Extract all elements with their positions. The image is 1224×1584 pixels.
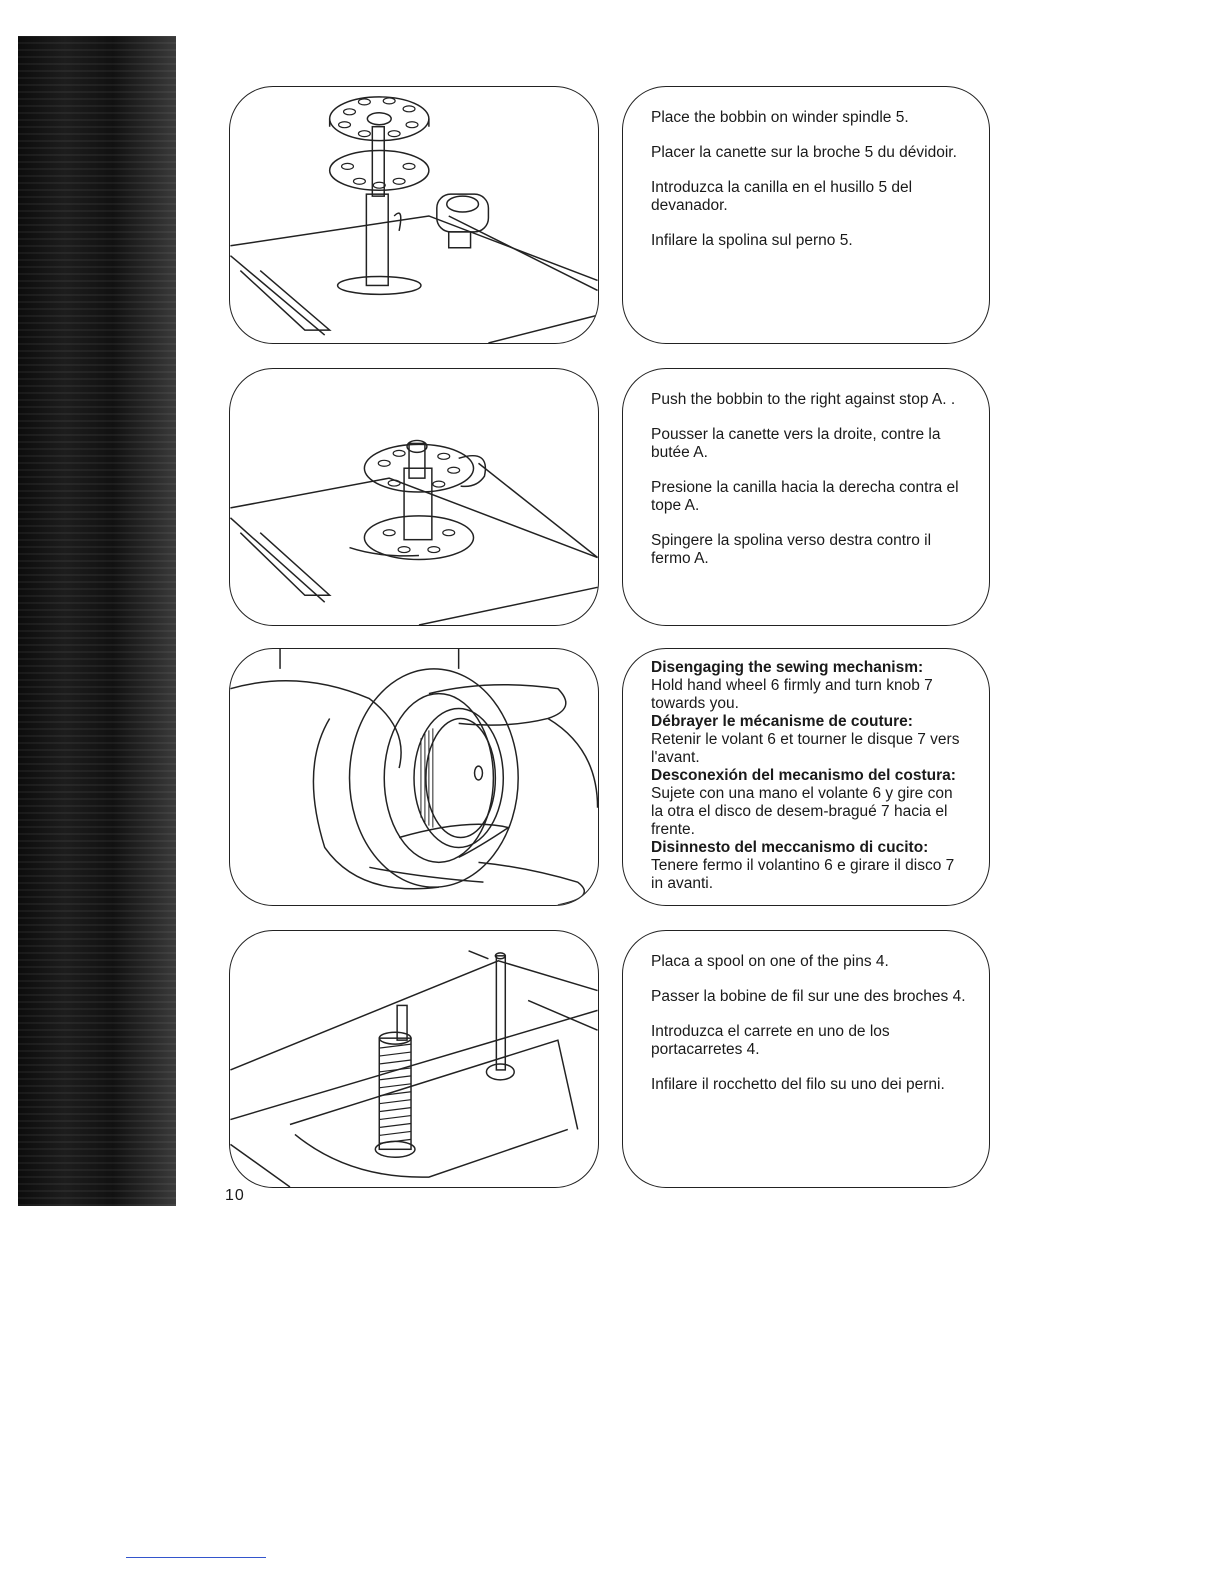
heading-it: Disinnesto del meccanismo di cucito: (651, 839, 929, 856)
instruction-fr: Placer la canette sur la broche 5 du dévidoir. (651, 144, 957, 161)
illustration-bobbin-on-spindle (229, 86, 599, 344)
bobbin-winder-drawing (230, 87, 598, 343)
illustration-spool-on-pin (229, 930, 599, 1188)
instruction-es: Introduzca la canilla en el husillo 5 del devanador. (651, 179, 913, 214)
step-text-disengaging-mechanism (622, 648, 990, 906)
heading-fr: Débrayer le mécanisme de couture: (651, 713, 913, 730)
instruction-it: Infilare la spolina sul perno 5. (651, 232, 853, 249)
instruction-en (651, 659, 967, 713)
instruction-fr (651, 713, 967, 767)
instruction-en: Placa a spool on one of the pins 4. (651, 953, 889, 970)
illustration-bobbin-against-stop (229, 368, 599, 626)
body-it: Tenere fermo il volantino 6 e girare il disco 7 in avanti. (651, 857, 955, 892)
footer-rule (126, 1557, 266, 1558)
illustration-hand-wheel (229, 648, 599, 906)
heading-en: Disengaging the sewing mechanism: (651, 659, 924, 676)
bobbin-stop-drawing (230, 369, 598, 625)
instruction-it (651, 839, 967, 893)
instruction-en: Push the bobbin to the right against stop A. . (651, 391, 956, 408)
instruction-fr: Pousser la canette vers la droite, contre la butée A. (651, 426, 941, 461)
page-number: 10 (225, 1187, 245, 1204)
instruction-es (651, 767, 967, 839)
instruction-fr: Passer la bobine de fil sur une des broches 4. (651, 988, 966, 1005)
heading-es: Desconexión del mecanismo del costura: (651, 767, 956, 784)
step-text-bobbin-against-stop (622, 368, 990, 626)
instruction-en: Place the bobbin on winder spindle 5. (651, 109, 909, 126)
instruction-it: Infilare il rocchetto del filo su uno dei perni. (651, 1076, 945, 1093)
instruction-es: Presione la canilla hacia la derecha contra el tope A. (651, 479, 959, 514)
body-fr: Retenir le volant 6 et tourner le disque 7 vers l'avant. (651, 731, 960, 766)
scanned-page-edge (18, 36, 176, 1206)
step-text-spool-on-pin (622, 930, 990, 1188)
body-en: Hold hand wheel 6 firmly and turn knob 7 towards you. (651, 677, 933, 712)
spool-pin-drawing (230, 931, 598, 1187)
instruction-es: Introduzca el carrete en uno de los portacarretes 4. (651, 1023, 890, 1058)
hand-wheel-drawing (230, 649, 598, 905)
body-es: Sujete con una mano el volante 6 y gire con la otra el disco de desem-bragué 7 hacia el frente. (651, 785, 953, 838)
instruction-it: Spingere la spolina verso destra contro il fermo A. (651, 532, 932, 567)
step-text-bobbin-on-spindle (622, 86, 990, 344)
